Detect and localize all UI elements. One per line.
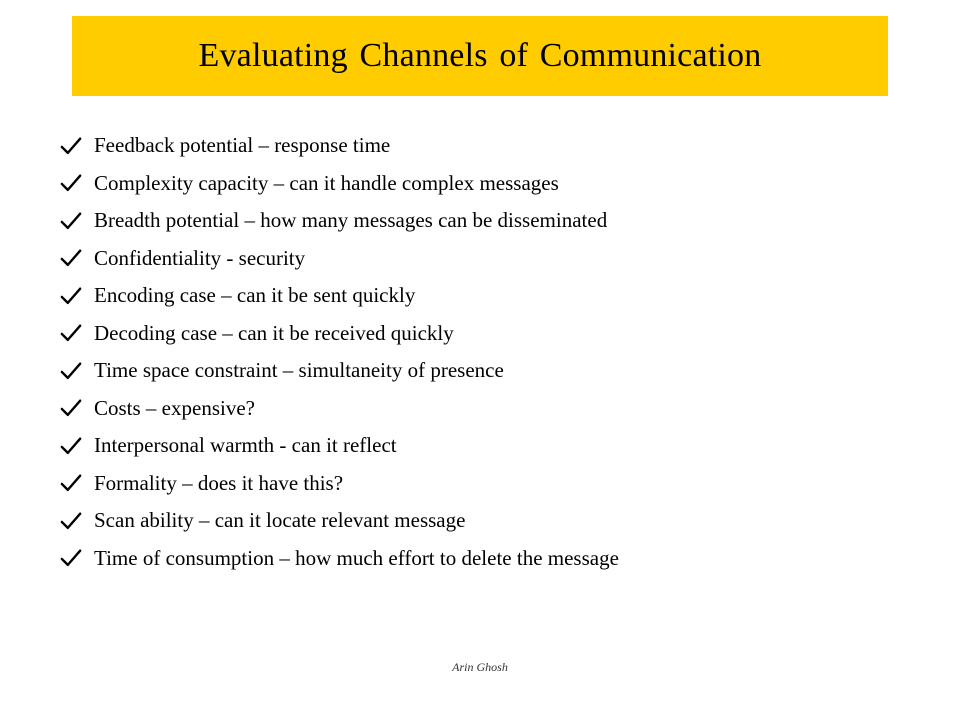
checkmark-icon [60,472,82,494]
list-item [60,315,940,353]
bullet-text: Time of consumption – how much effort to delete the message [94,545,619,570]
list-item [60,165,940,203]
list-item [60,502,940,540]
slide-title: Evaluating Channels of Communication [198,37,762,74]
checkmark-icon [60,547,82,569]
list-item [60,127,940,165]
list-item [60,427,940,465]
checkmark-icon [60,510,82,532]
bullet-text: Complexity capacity – can it handle complex messages [94,170,559,195]
checkmark-icon [60,172,82,194]
bullet-text: Feedback potential – response time [94,133,391,158]
bullet-text: Formality – does it have this? [94,470,344,495]
bullet-text: Costs – expensive? [94,395,255,420]
checkmark-icon [60,285,82,307]
checkmark-icon [60,247,82,269]
checkmark-icon [60,397,82,419]
bullet-text: Scan ability – can it locate relevant message [94,508,466,533]
list-item [60,240,940,278]
bullet-text: Confidentiality - security [94,245,306,270]
list-item [60,465,940,503]
list-item [60,277,940,315]
bullet-text: Encoding case – can it be sent quickly [94,283,416,308]
bullet-text: Time space constraint – simultaneity of presence [94,358,504,383]
title-bar [72,16,888,96]
checkmark-icon [60,210,82,232]
bullet-text: Interpersonal warmth - can it reflect [94,433,397,458]
footer-author: Arin Ghosh [452,660,508,674]
checkmark-icon [60,322,82,344]
bullet-list [60,127,940,577]
list-item [60,390,940,428]
checkmark-icon [60,135,82,157]
list-item [60,202,940,240]
bullet-text: Breadth potential – how many messages can be disseminated [94,208,608,233]
list-item [60,540,940,578]
list-item [60,352,940,390]
checkmark-icon [60,435,82,457]
bullet-text: Decoding case – can it be received quickly [94,320,454,345]
checkmark-icon [60,360,82,382]
